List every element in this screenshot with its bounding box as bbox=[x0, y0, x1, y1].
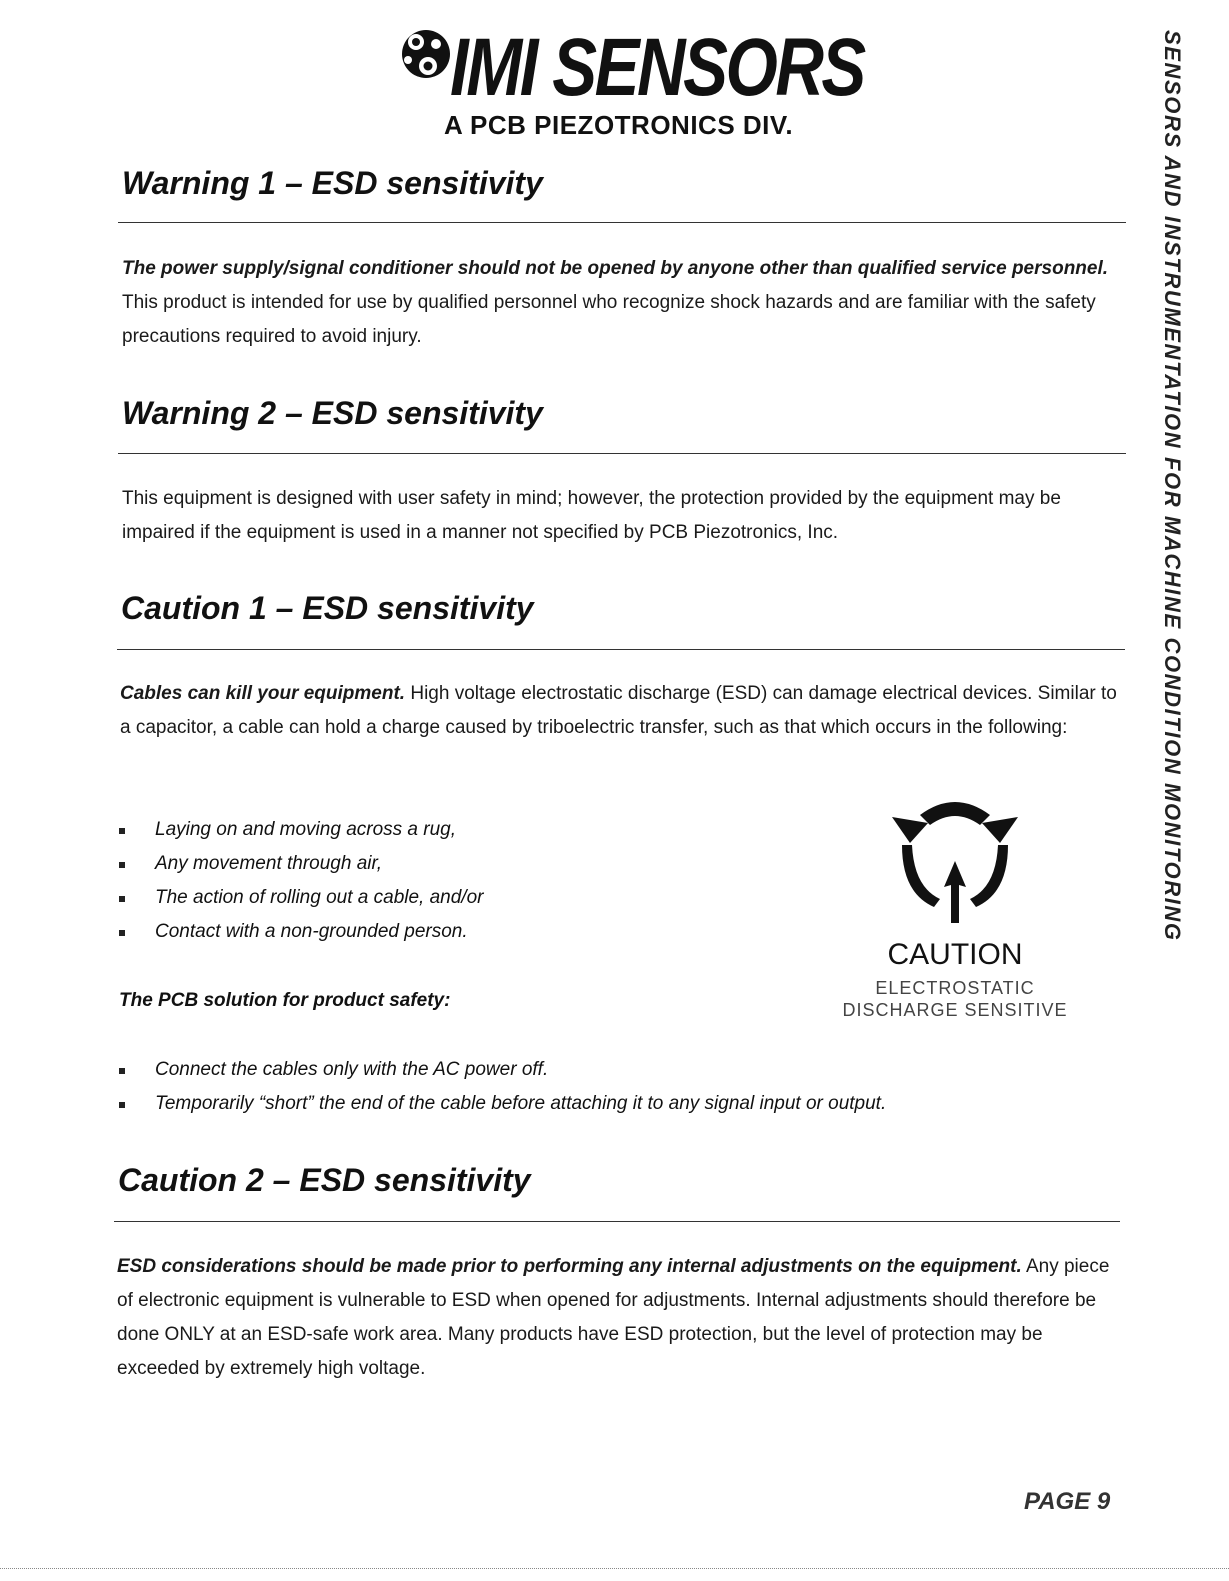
warning1-heading: Warning 1 – ESD sensitivity bbox=[122, 165, 543, 201]
esd-caution-label bbox=[840, 795, 1070, 1035]
esd-caution-line2: DISCHARGE SENSITIVE bbox=[842, 1000, 1068, 1020]
caution1-paragraph bbox=[120, 677, 1120, 745]
caution2-lead: ESD considerations should be made prior to performing any internal adjustments on the equipment. bbox=[117, 1256, 1022, 1277]
list-item: Contact with a non-grounded person. bbox=[119, 915, 483, 949]
list-item: Laying on and moving across a rug, bbox=[119, 813, 483, 847]
bullet-icon bbox=[119, 828, 125, 834]
warning1-lead: The power supply/signal conditioner should not be opened by anyone other than qualified service personnel. bbox=[122, 258, 1109, 279]
bullet-icon bbox=[119, 1068, 125, 1074]
bullet-icon bbox=[119, 1102, 125, 1108]
section-divider bbox=[117, 649, 1125, 650]
esd-caution-title: CAUTION bbox=[887, 938, 1023, 971]
section-divider bbox=[118, 453, 1126, 454]
caution2-heading: Caution 2 – ESD sensitivity bbox=[118, 1162, 531, 1198]
list-item: Any movement through air, bbox=[119, 847, 483, 881]
caution1-heading: Caution 1 – ESD sensitivity bbox=[121, 590, 534, 626]
bottom-edge-line bbox=[0, 1568, 1229, 1569]
section-divider bbox=[118, 222, 1126, 223]
bullet-icon bbox=[119, 862, 125, 868]
caution2-paragraph bbox=[117, 1250, 1115, 1386]
caution1-body: High voltage electrostatic discharge (ESD) can damage electrical devices. Similar to a capacitor, a cable can hold a charge caused by triboelectric transfer, such as that which occurs in the following: bbox=[120, 683, 1117, 738]
side-title: SENSORS AND INSTRUMENTATION FOR MACHINE CONDITION MONITORING bbox=[1160, 30, 1185, 942]
warning1-body: This product is intended for use by qualified personnel who recognize shock hazards and are familiar with the safety precautions required to avoid injury. bbox=[122, 292, 1096, 347]
esd-caution-icon bbox=[888, 795, 1022, 929]
warning1-paragraph bbox=[122, 252, 1122, 354]
list-item: Connect the cables only with the AC power off. bbox=[119, 1053, 886, 1087]
logo-subtitle: A PCB PIEZOTRONICS DIV. bbox=[444, 110, 794, 140]
caution2-body: Any piece of electronic equipment is vulnerable to ESD when opened for adjustments. Internal adjustments should therefore be done ONLY at an ESD-safe work area. Many products have ESD protection, but the level of protection may be exceeded by extremely high voltage. bbox=[117, 1256, 1110, 1379]
solution-list bbox=[119, 1053, 886, 1121]
esd-causes-list bbox=[119, 813, 483, 949]
solution-heading: The PCB solution for product safety: bbox=[119, 990, 451, 1011]
list-item: The action of rolling out a cable, and/or bbox=[119, 881, 483, 915]
imi-sensors-logo bbox=[398, 18, 864, 143]
logo-wordmark: IMI SENSORS bbox=[450, 22, 864, 113]
warning2-heading: Warning 2 – ESD sensitivity bbox=[122, 395, 543, 431]
list-item: Temporarily “short” the end of the cable before attaching it to any signal input or output. bbox=[119, 1087, 886, 1121]
caution1-lead: Cables can kill your equipment. bbox=[120, 683, 406, 704]
section-divider bbox=[114, 1221, 1120, 1222]
bullet-icon bbox=[119, 930, 125, 936]
page-number: PAGE 9 bbox=[1024, 1488, 1111, 1515]
esd-caution-line1: ELECTROSTATIC bbox=[875, 978, 1035, 998]
bullet-icon bbox=[119, 896, 125, 902]
logo-gear-icon bbox=[398, 24, 458, 84]
warning2-paragraph: This equipment is designed with user safety in mind; however, the protection provided by the equipment may be impaired if the equipment is used in a manner not specified by PCB Piezotronics, Inc. bbox=[122, 488, 1061, 543]
